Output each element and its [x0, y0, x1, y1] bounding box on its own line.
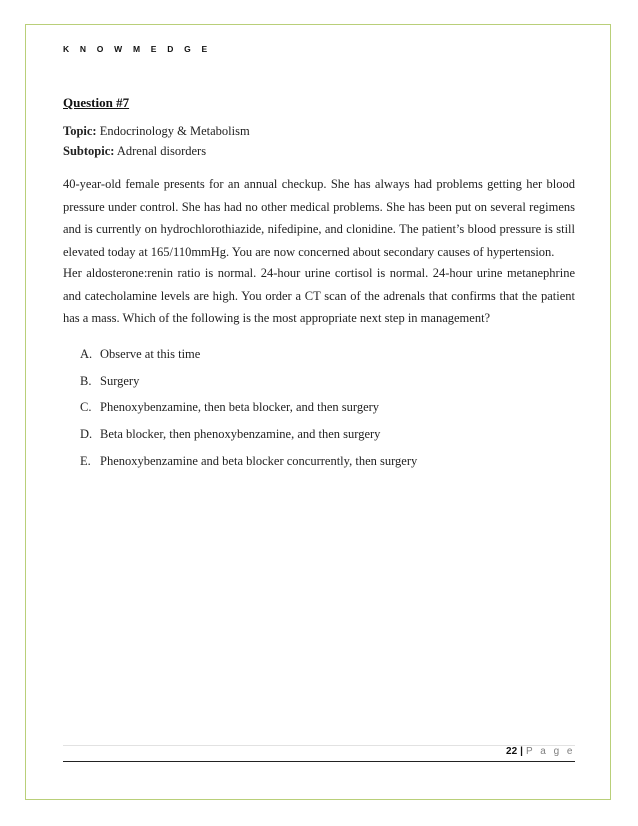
brand-header: K N O W M E D G E: [63, 44, 212, 54]
choice-letter: B.: [80, 373, 92, 388]
choice-text: Surgery: [100, 373, 140, 388]
choice-letter: D.: [80, 427, 93, 442]
choice-text: Phenoxybenzamine and beta blocker concurrently, then surgery: [100, 453, 418, 468]
choice-letter: E.: [80, 453, 91, 468]
topic-value: Endocrinology & Metabolism: [99, 124, 250, 138]
question-stem-paragraph-2: Her aldosterone:renin ratio is normal. 24-hour urine cortisol is normal. 24-hour urine metanephrine and catecholamine levels are high. You order a CT scan of the adrenals that confirms that the patient has a mass. Which of the following is the most appropriate next step in management?: [63, 266, 575, 325]
footer-divider: [63, 761, 575, 762]
page-number: [506, 746, 575, 757]
answer-choice-d: [80, 424, 560, 451]
question-title: Question #7: [63, 95, 130, 110]
answer-choice-a: [80, 344, 560, 371]
answer-choices: [80, 344, 560, 477]
page-word: P a g e: [525, 746, 575, 757]
choice-letter: C.: [80, 400, 92, 415]
topic-label: Topic:: [63, 124, 97, 138]
topic-line: [63, 124, 250, 139]
choice-text: Beta blocker, then phenoxybenzamine, and then surgery: [100, 427, 381, 442]
answer-choice-e: [80, 451, 560, 478]
subtopic-line: [63, 144, 206, 159]
page-number-value: 22: [506, 746, 518, 757]
choice-text: Observe at this time: [100, 347, 201, 361]
choice-text: Phenoxybenzamine, then beta blocker, and then surgery: [100, 400, 380, 415]
answer-choice-b: [80, 371, 560, 398]
subtopic-value: Adrenal disorders: [116, 144, 207, 158]
answer-choice-c: [80, 397, 560, 424]
subtopic-label: Subtopic:: [63, 144, 115, 158]
page-number-separator: |: [520, 746, 523, 757]
footer-divider-light: [63, 745, 575, 746]
question-stem-paragraph-1: 40-year-old female presents for an annual checkup. She has always had problems getting her blood pressure under control. She has had no other medical problems. She has been put on several regimens and is currently on hydrochlorothiazide, nifedipine, and clonidine. The patient’s blood pressure is still elevated today at 165/110mmHg. You are now concerned about secondary causes of hypertension.: [63, 177, 575, 259]
choice-letter: A.: [80, 347, 93, 361]
